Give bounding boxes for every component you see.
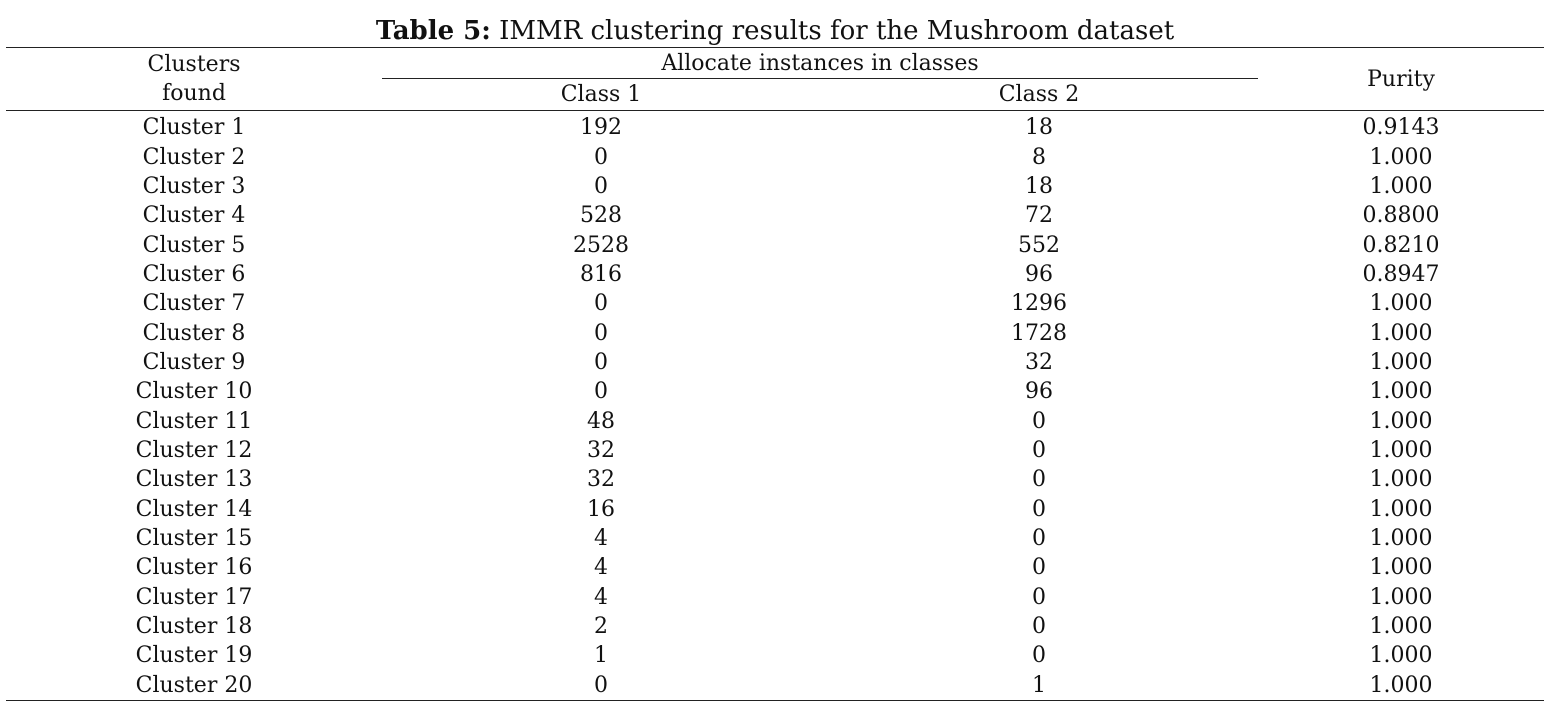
class2-count-cell: 1728 bbox=[1011, 320, 1067, 346]
class2-header: Class 2 bbox=[820, 79, 1258, 111]
class2-count-cell: 0 bbox=[1032, 525, 1046, 551]
class2-count-cell: 18 bbox=[1025, 173, 1053, 199]
class2-count-cell: 0 bbox=[1032, 467, 1046, 493]
purity-cell: 1.000 bbox=[1369, 555, 1433, 581]
cluster-name-cell: Cluster 9 bbox=[142, 349, 246, 375]
table-body bbox=[6, 111, 1544, 701]
class1-count-cell: 32 bbox=[587, 467, 615, 493]
cluster-name-cell: Cluster 11 bbox=[135, 408, 253, 434]
table-row bbox=[6, 553, 1544, 582]
table-row bbox=[6, 583, 1544, 612]
cluster-name-cell: Cluster 16 bbox=[135, 555, 253, 581]
table-row bbox=[6, 142, 1544, 171]
class1-count-cell: 192 bbox=[580, 115, 622, 141]
class2-count-cell: 552 bbox=[1018, 232, 1060, 258]
purity-cell: 1.000 bbox=[1369, 408, 1433, 434]
purity-cell: 1.000 bbox=[1369, 379, 1433, 405]
class1-count-cell: 0 bbox=[594, 291, 608, 317]
table-row bbox=[6, 612, 1544, 641]
purity-header: Purity bbox=[1258, 48, 1544, 111]
table-row bbox=[6, 494, 1544, 523]
purity-cell: 0.9143 bbox=[1362, 115, 1440, 141]
class2-count-cell: 0 bbox=[1032, 437, 1046, 463]
table-row bbox=[6, 172, 1544, 201]
class1-count-cell: 2 bbox=[594, 614, 608, 640]
cluster-name-cell: Cluster 6 bbox=[142, 261, 246, 287]
class2-count-cell: 0 bbox=[1032, 408, 1046, 434]
table-row bbox=[6, 318, 1544, 347]
purity-cell: 1.000 bbox=[1369, 614, 1433, 640]
class1-count-cell: 528 bbox=[580, 203, 622, 229]
class2-count-cell: 1 bbox=[820, 671, 1258, 701]
table-row bbox=[6, 348, 1544, 377]
table-row bbox=[6, 377, 1544, 406]
table-caption-label: Table 5: bbox=[375, 16, 491, 46]
class1-count-cell: 4 bbox=[594, 584, 608, 610]
class1-count-cell: 4 bbox=[594, 525, 608, 551]
cluster-name-cell: Cluster 13 bbox=[135, 467, 253, 493]
purity-cell: 1.000 bbox=[1369, 320, 1433, 346]
table-header bbox=[6, 48, 1544, 111]
cluster-name-cell: Cluster 8 bbox=[142, 320, 246, 346]
purity-cell: 1.000 bbox=[1369, 525, 1433, 551]
table-caption bbox=[0, 14, 1550, 48]
cluster-name-cell: Cluster 2 bbox=[142, 144, 246, 170]
table-row bbox=[6, 641, 1544, 670]
class1-count-cell: 0 bbox=[382, 671, 820, 701]
cluster-name-cell: Cluster 3 bbox=[142, 173, 246, 199]
class2-count-cell: 96 bbox=[1025, 379, 1053, 405]
class1-count-cell: 0 bbox=[594, 320, 608, 346]
table-row bbox=[6, 671, 1544, 701]
class1-count-cell: 16 bbox=[587, 496, 615, 522]
cluster-name-cell: Cluster 14 bbox=[135, 496, 253, 522]
class1-count-cell: 4 bbox=[594, 555, 608, 581]
clustering-results-table bbox=[6, 47, 1544, 701]
class2-count-cell: 18 bbox=[1025, 115, 1053, 141]
class1-count-cell: 0 bbox=[594, 379, 608, 405]
table-row bbox=[6, 465, 1544, 494]
table-row bbox=[6, 201, 1544, 230]
class2-count-cell: 0 bbox=[1032, 643, 1046, 669]
purity-cell: 1.000 bbox=[1369, 467, 1433, 493]
purity-cell: 1.000 bbox=[1369, 643, 1433, 669]
class2-count-cell: 32 bbox=[1025, 349, 1053, 375]
table-row bbox=[6, 111, 1544, 143]
class1-count-cell: 2528 bbox=[573, 232, 629, 258]
cluster-name-cell: Cluster 18 bbox=[135, 614, 253, 640]
class1-count-cell: 32 bbox=[587, 437, 615, 463]
clusters-found-header-line1: Clusters bbox=[147, 52, 241, 77]
purity-cell: 1.000 bbox=[1369, 437, 1433, 463]
purity-cell: 1.000 bbox=[1369, 173, 1433, 199]
class2-count-cell: 0 bbox=[1032, 496, 1046, 522]
class1-header: Class 1 bbox=[382, 79, 820, 111]
table-row bbox=[6, 406, 1544, 435]
class2-count-cell: 72 bbox=[1025, 203, 1053, 229]
class2-count-cell: 0 bbox=[1032, 555, 1046, 581]
class1-count-cell: 0 bbox=[594, 349, 608, 375]
class1-count-cell: 0 bbox=[594, 173, 608, 199]
class2-count-cell: 0 bbox=[1032, 614, 1046, 640]
purity-cell: 0.8210 bbox=[1362, 232, 1440, 258]
purity-cell: 1.000 bbox=[1369, 349, 1433, 375]
class2-count-cell: 0 bbox=[1032, 584, 1046, 610]
purity-cell: 1.000 bbox=[1369, 291, 1433, 317]
cluster-name-cell: Cluster 20 bbox=[6, 671, 382, 701]
table-row bbox=[6, 436, 1544, 465]
purity-cell: 1.000 bbox=[1369, 584, 1433, 610]
cluster-name-cell: Cluster 1 bbox=[142, 115, 246, 141]
purity-cell: 1.000 bbox=[1369, 496, 1433, 522]
cluster-name-cell: Cluster 12 bbox=[135, 437, 253, 463]
purity-cell: 1.000 bbox=[1369, 144, 1433, 170]
purity-cell: 1.000 bbox=[1258, 671, 1544, 701]
table-row bbox=[6, 230, 1544, 259]
class1-count-cell: 816 bbox=[580, 261, 622, 287]
class1-count-cell: 48 bbox=[587, 408, 615, 434]
class2-count-cell: 1296 bbox=[1011, 291, 1067, 317]
cluster-name-cell: Cluster 17 bbox=[135, 584, 253, 610]
class2-count-cell: 8 bbox=[1032, 144, 1046, 170]
purity-cell: 0.8800 bbox=[1362, 203, 1440, 229]
purity-cell: 0.8947 bbox=[1362, 261, 1440, 287]
header-row-top bbox=[6, 48, 1544, 79]
clusters-found-header-line2: found bbox=[162, 81, 226, 106]
cluster-name-cell: Cluster 7 bbox=[142, 291, 246, 317]
class1-count-cell: 1 bbox=[594, 643, 608, 669]
clusters-found-header bbox=[6, 48, 382, 111]
cluster-name-cell: Cluster 4 bbox=[142, 203, 246, 229]
cluster-name-cell: Cluster 19 bbox=[135, 643, 253, 669]
allocate-instances-header: Allocate instances in classes bbox=[382, 48, 1258, 79]
table-row bbox=[6, 289, 1544, 318]
table-row bbox=[6, 260, 1544, 289]
table-caption-text: IMMR clustering results for the Mushroom dataset bbox=[499, 16, 1175, 46]
class2-count-cell: 96 bbox=[1025, 261, 1053, 287]
cluster-name-cell: Cluster 5 bbox=[142, 232, 246, 258]
class1-count-cell: 0 bbox=[594, 144, 608, 170]
table-row bbox=[6, 524, 1544, 553]
cluster-name-cell: Cluster 15 bbox=[135, 525, 253, 551]
cluster-name-cell: Cluster 10 bbox=[135, 379, 253, 405]
